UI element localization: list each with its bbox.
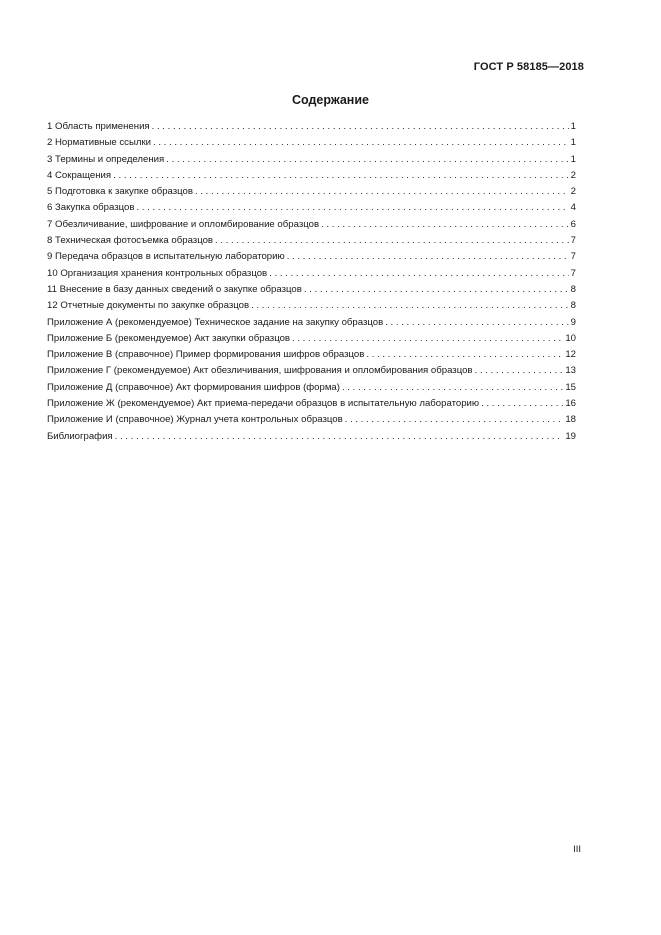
toc-entry-page: 4 [570, 202, 576, 214]
toc-dot-leader [475, 363, 564, 379]
toc-entry-title: Приложение И (справочное) Журнал учета контрольных образцов [47, 414, 343, 426]
toc-entry-title: 6 Закупка образцов [47, 202, 135, 214]
toc-entry-page: 12 [565, 349, 576, 361]
toc-entry[interactable] [47, 380, 576, 396]
toc-dot-leader [152, 119, 569, 135]
toc-entry-title: 5 Подготовка к закупке образцов [47, 186, 193, 198]
toc-entry-title: 7 Обезличивание, шифрование и опломбирование образцов [47, 218, 320, 230]
toc-entry-title: 1 Область применения [47, 121, 150, 132]
toc-entry-page: 1 [570, 153, 576, 165]
document-code: ГОСТ Р 58185—2018 [473, 61, 584, 73]
toc-dot-leader [345, 412, 564, 428]
toc-entry-page: 8 [570, 300, 576, 312]
toc-entry[interactable] [47, 282, 576, 298]
toc-dot-leader [115, 429, 564, 445]
toc-entry-title: 8 Техническая фотосъемка образцов [47, 235, 214, 247]
toc-entry-page: 7 [570, 235, 576, 247]
toc-entry-page: 15 [565, 381, 576, 393]
toc-entry-page: 1 [570, 121, 576, 132]
toc-entry-title: Приложение Д (справочное) Акт формирования шифров (форма) [47, 381, 340, 393]
toc-entry-page: 9 [570, 316, 576, 328]
toc-dot-leader [304, 282, 569, 298]
toc-entry-title: 3 Термины и определения [47, 153, 165, 165]
toc-entry[interactable] [47, 429, 576, 445]
toc-dot-leader [292, 331, 563, 347]
toc-entry[interactable] [47, 233, 576, 249]
toc-entry-title: 12 Отчетные документы по закупке образцов [47, 300, 250, 312]
toc-entry-page: 2 [570, 169, 576, 181]
toc-entry-page: 7 [570, 267, 576, 279]
toc-dot-leader [251, 298, 569, 314]
toc-entry[interactable] [47, 200, 576, 216]
toc-dot-leader [385, 315, 568, 331]
toc-entry[interactable] [47, 331, 576, 347]
toc-entry-title: Библиография [47, 430, 113, 442]
toc-entry-page: 2 [570, 186, 576, 198]
toc-entry[interactable] [47, 249, 576, 265]
toc-entry-title: Приложение Г (рекомендуемое) Акт обезличивания, шифрования и опломбирования образцов [47, 365, 473, 377]
toc-entry-title: Приложение А (рекомендуемое) Техническое задание на закупку образцов [47, 316, 384, 328]
toc-entry[interactable] [47, 152, 576, 168]
toc-dot-leader [481, 396, 563, 412]
toc-entry-page: 10 [565, 332, 576, 344]
toc-dot-leader [342, 380, 563, 396]
toc-entry-page: 1 [570, 137, 576, 149]
toc-entry[interactable] [47, 363, 576, 379]
toc-entry[interactable] [47, 347, 576, 363]
toc-dot-leader [195, 184, 569, 200]
toc-entry[interactable] [47, 298, 576, 314]
toc-entry[interactable] [47, 266, 576, 282]
toc-entry-title: Приложение Ж (рекомендуемое) Акт приема-передачи образцов в испытательную лабораторию [47, 398, 480, 410]
toc-entry-page: 8 [570, 283, 576, 295]
table-of-contents [47, 119, 576, 445]
toc-dot-leader [136, 200, 568, 216]
toc-entry-title: 2 Нормативные ссылки [47, 137, 152, 149]
page-number: III [573, 844, 581, 855]
toc-dot-leader [287, 249, 569, 265]
toc-dot-leader [113, 168, 569, 184]
toc-entry[interactable] [47, 396, 576, 412]
toc-entry-page: 13 [565, 365, 576, 377]
toc-entry-title: 10 Организация хранения контрольных образцов [47, 267, 268, 279]
toc-heading: Содержание [291, 93, 369, 107]
toc-entry-page: 7 [570, 251, 576, 263]
toc-entry[interactable] [47, 315, 576, 331]
toc-entry[interactable] [47, 119, 576, 135]
toc-entry-page: 19 [565, 430, 576, 442]
toc-entry-title: Приложение Б (рекомендуемое) Акт закупки образцов [47, 332, 291, 344]
toc-dot-leader [153, 135, 569, 151]
toc-entry-title: Приложение В (справочное) Пример формирования шифров образцов [47, 349, 365, 361]
toc-entry-page: 6 [570, 218, 576, 230]
toc-entry-page: 18 [565, 414, 576, 426]
toc-dot-leader [269, 266, 569, 282]
toc-entry-page: 16 [565, 398, 576, 410]
toc-entry-title: 4 Сокращения [47, 169, 112, 181]
toc-dot-leader [166, 152, 568, 168]
toc-dot-leader [366, 347, 563, 363]
toc-entry[interactable] [47, 168, 576, 184]
toc-entry-title: 11 Внесение в базу данных сведений о закупке образцов [47, 283, 302, 295]
toc-entry[interactable] [47, 184, 576, 200]
toc-dot-leader [215, 233, 569, 249]
toc-entry[interactable] [47, 135, 576, 151]
toc-dot-leader [321, 217, 569, 233]
toc-entry-title: 9 Передача образцов в испытательную лабораторию [47, 251, 285, 263]
toc-entry[interactable] [47, 412, 576, 428]
toc-entry[interactable] [47, 217, 576, 233]
